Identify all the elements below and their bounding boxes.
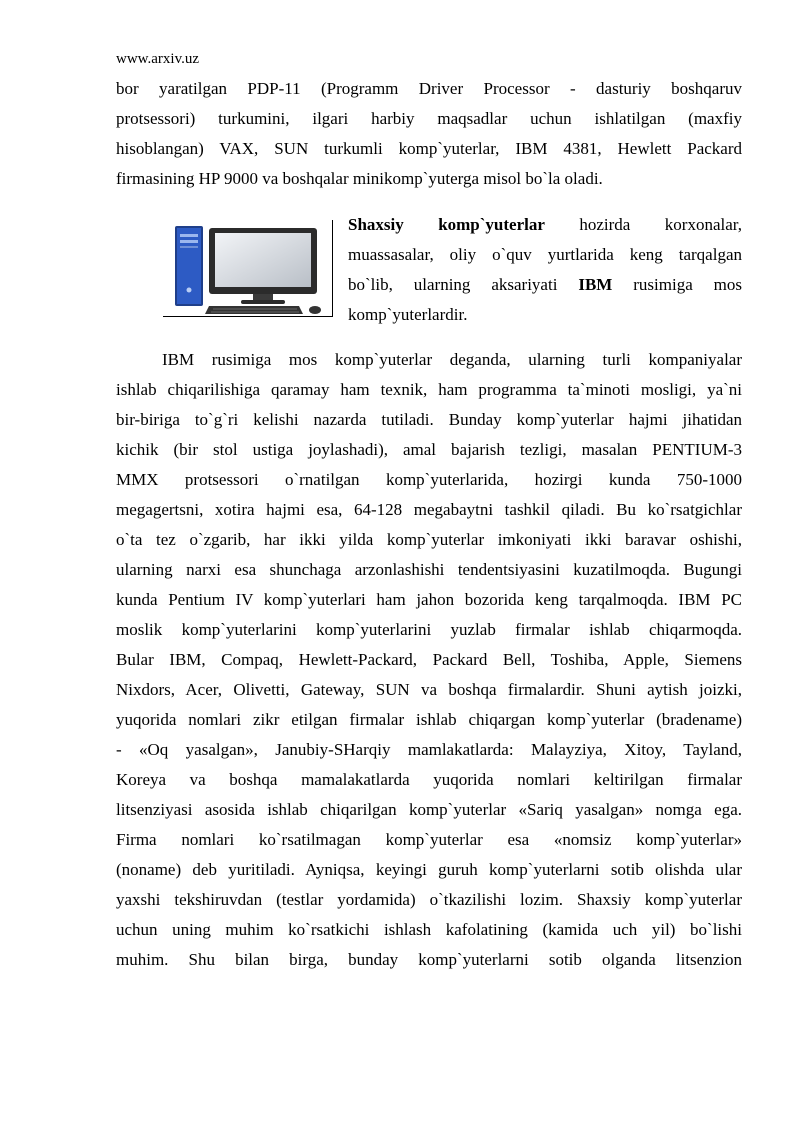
text-span: hozirda korxonalar, <box>544 215 742 234</box>
text-line <box>348 270 742 300</box>
text-line: bir-biriga to`g`ri kelishi nazarda tutiladi. Bunday komp`yuterlar hajmi jihatidan <box>116 410 742 429</box>
figure-border-bottom <box>163 316 333 317</box>
text-line: ishlab chiqarilishiga qaramay ham texnik, ham programma ta`minoti mosligi, ya`ni <box>116 380 742 399</box>
text-line: muassasalar, oliy o`quv yurtlarida keng tarqalgan <box>348 245 742 264</box>
text-line: litsenziyasi asosida ishlab chiqarilgan komp`yuterlar «Sariq yasalgan» nomga ega. <box>116 800 742 819</box>
text-line: yuqorida nomlari zikr etilgan firmalar ishlab chiqargan komp`yuterlar (bradename) <box>116 710 742 729</box>
side-paragraph <box>348 210 742 330</box>
text-line: Koreya va boshqa mamalakatlarda yuqorida nomlari keltirilgan firmalar <box>116 770 742 789</box>
text-line: megagertsni, xotira hajmi esa, 64-128 megabaytni tashkil qiladi. Bu ko`rsatgichlar <box>116 500 742 519</box>
text-line: hisoblangan) VAX, SUN turkumli komp`yuterlar, IBM 4381, Hewlett Packard <box>116 139 742 158</box>
bold-term: IBM <box>578 275 613 294</box>
text-line: moslik komp`yuterlarini komp`yuterlarini yuzlab firmalar ishlab chiqarmoqda. <box>116 620 742 639</box>
text-line: komp`yuterlardir. <box>348 305 468 324</box>
text-line: kunda Pentium IV komp`yuterlari ham jahon bozorida keng tarqalmoqda. IBM PC <box>116 590 742 609</box>
text-span: bo`lib, ularning aksariyati <box>348 275 579 294</box>
text-line: Firma nomlari ko`rsatilmagan komp`yuterlar esa «nomsiz komp`yuterlar» <box>116 830 742 849</box>
text-line: ularning narxi esa shunchaga arzonlashishi tendentsiyasini kuzatilmoqda. Bugungi <box>116 560 742 579</box>
desktop-computer-icon <box>163 220 333 316</box>
body-paragraph <box>116 345 742 975</box>
intro-paragraph <box>116 74 742 194</box>
text-line: Nixdors, Acer, Olivetti, Gateway, SUN va boshqa firmalardir. Shuni aytish joizki, <box>116 680 742 699</box>
text-line: Bular IBM, Compaq, Hewlett-Packard, Packard Bell, Toshiba, Apple, Siemens <box>116 650 742 669</box>
text-line: kichik (bir stol ustiga joylashadi), amal bajarish tezligi, masalan PENTIUM-3 <box>116 440 742 459</box>
figure-border-right <box>332 220 333 316</box>
site-url: www.arxiv.uz <box>116 51 200 67</box>
text-line: IBM rusimiga mos komp`yuterlar deganda, ularning turli kompaniyalar <box>162 350 742 369</box>
text-line: - «Oq yasalgan», Janubiy-SHarqiy mamlakatlarda: Malayziya, Xitoy, Tayland, <box>116 740 742 759</box>
bold-term: Shaxsiy komp`yuterlar <box>348 215 545 234</box>
text-line: protsessori) turkumini, ilgari harbiy maqsadlar uchun ishlatilgan (maxfiy <box>116 109 742 128</box>
text-line: (noname) deb yuritiladi. Ayniqsa, keyingi guruh komp`yuterlarni sotib olishda ular <box>116 860 742 879</box>
text-line: uchun uning muhim ko`rsatkichi ishlash kafolatining (kamida uch yil) bo`lishi <box>116 920 742 939</box>
text-line: bor yaratilgan PDP-11 (Programm Driver Processor - dasturiy boshqaruv <box>116 79 742 98</box>
text-line: firmasining HP 9000 va boshqalar minikomp`yuterga misol bo`la oladi. <box>116 169 603 188</box>
text-span: rusimiga mos <box>612 275 742 294</box>
text-line: o`ta tez o`zgarib, har ikki yilda komp`yuterlar imkoniyati ikki baravar oshishi, <box>116 530 742 549</box>
text-line <box>348 210 742 240</box>
text-line: muhim. Shu bilan birga, bunday komp`yuterlarni sotib olganda litsenzion <box>116 950 742 969</box>
text-line: MMX protsessori o`rnatilgan komp`yuterlarida, hozirgi kunda 750-1000 <box>116 470 742 489</box>
text-line: yaxshi tekshiruvdan (testlar yordamida) o`tkazilishi lozim. Shaxsiy komp`yuterlar <box>116 890 742 909</box>
